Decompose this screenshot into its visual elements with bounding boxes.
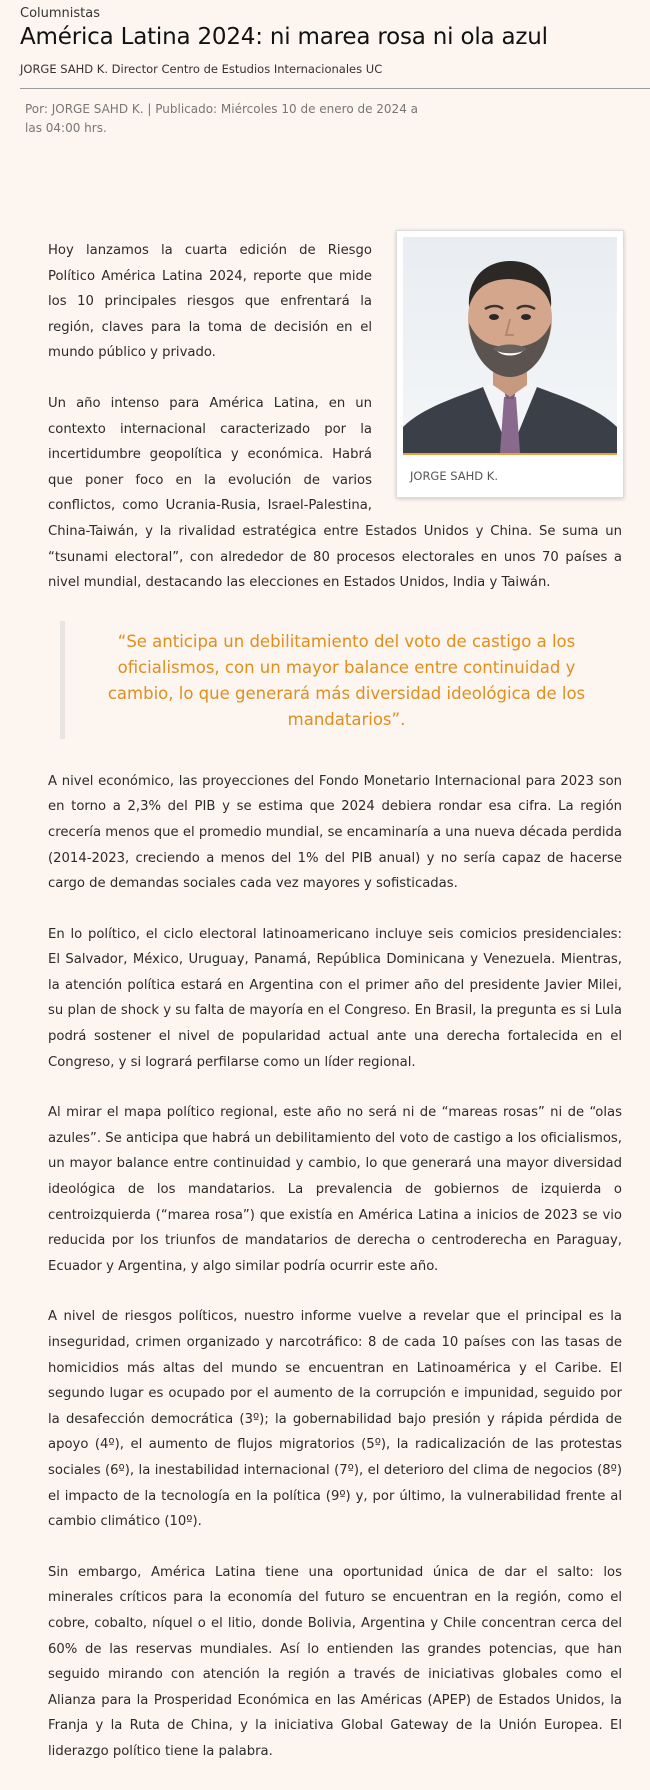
paragraph-1: Hoy lanzamos la cuarta edición de Riesgo Político América Latina 2024, reporte que mide los 10 principales riesgos que enfrentará la región, claves para la toma de decisión en el mundo público y privado. [48, 243, 372, 361]
author-portrait-illustration [403, 237, 617, 453]
author-photo-box [396, 230, 624, 498]
photo-caption: JORGE SAHD K. [410, 469, 499, 483]
paragraph-7: Sin embargo, América Latina tiene una oportunidad única de dar el salto: los minerales críticos para la economía del futuro se encuentran en la región, como el cobre, cobalto, níquel o el litio, donde Bolivia, Argentina y Chile concentran cerca del 60% de las reservas mundiales. Así lo entienden las grandes potencias, que han seguido mirando con atención la región a través de iniciativas globales como el Alianza para la Prosperidad Económica en las Américas (APEP) de Estados Unidos, la Franja y la Ruta de China, y la iniciativa Global Gateway de la Unión Europea. El liderazgo político tiene la palabra. [48, 1564, 622, 1759]
header-divider [20, 88, 650, 89]
author-byline: JORGE SAHD K. Director Centro de Estudios Internacionales UC [20, 62, 383, 76]
paragraph-6: A nivel de riesgos políticos, nuestro informe vuelve a revelar que el principal es la inseguridad, crimen organizado y narcotráfico: 8 de cada 10 países con las tasas de homicidios más altas del mundo se encuentran en Latinoamérica y el Caribe. El segundo lugar es ocupado por el aumento de la corrupción e impunidad, seguido por la desafección democrática (3º); la gobernabilidad bajo presión y rápida pérdida de apoyo (4º), el aumento de flujos migratorios (5º), la radicalización de las protestas sociales (6º), la inestabilidad internacional (7º), el deterioro del clima de negocios (8º) el impacto de la tecnología en la política (9º) y, por último, la vulnerabilidad frente al cambio climático (10º). [48, 1309, 622, 1530]
publication-info: Por: JORGE SAHD K. | Publicado: Miércoles 10 de enero de 2024 a las 04:00 hrs. [25, 102, 418, 135]
article-body [48, 238, 622, 1790]
pull-quote: “Se anticipa un debilitamiento del voto de castigo a los oficialismos, con un mayor balance entre continuidad y cambio, lo que generará más diversidad ideológica de los mandatarios”. [60, 621, 622, 739]
author-photo [403, 237, 617, 455]
paragraph-3: A nivel económico, las proyecciones del Fondo Monetario Internacional para 2023 son en torno a 2,3% del PIB y se estima que 2024 debiera rondar esa cifra. La región crecería menos que el promedio mundial, se encaminaría a una nueva década perdida (2014-2023, creciendo a menos del 1% del PIB anual) y no sería capaz de hacerse cargo de demandas sociales cada vez mayores y sofisticadas. [48, 773, 622, 892]
paragraph-2: Un año intenso para América Latina, en un contexto internacional caracterizado por la incertidumbre geopolítica y económica. Habrá que poner foco en la evolución de varios conflictos, como Ucrania-Rusia, Israel-Palestina, China-Taiwán, y la rivalidad estratégica entre Estados Unidos y China. Se suma un “tsunami electoral”, con alrededor de 80 procesos electorales en unos 70 países a nivel mundial, destacando las elecciones en Estados Unidos, India y Taiwán. [48, 395, 622, 591]
paragraph-4: En lo político, el ciclo electoral latinoamericano incluye seis comicios presidenciales: El Salvador, México, Uruguay, Panamá, República Dominicana y Venezuela. Mientras, la atención política estará en Argentina con el primer año del presidente Javier Milei, su plan de shock y su falta de mayoría en el Congreso. En Brasil, la pregunta es si Lula podrá sostener el nivel de popularidad actual ante una derecha fortalecida en el Congreso, y si logrará perfilarse como un líder regional. [48, 926, 622, 1070]
section-label[interactable]: Columnistas [20, 6, 101, 21]
article-title: América Latina 2024: ni marea rosa ni ola azul [20, 24, 548, 50]
paragraph-5: Al mirar el mapa político regional, este año no será ni de “mareas rosas” ni de “olas azules”. Se anticipa que habrá un debilitamiento del voto de castigo a los oficialismos, un mayor balance entre continuidad y cambio, lo que generará una mayor diversidad ideológica de los mandatarios. La prevalencia de gobiernos de izquierda o centroizquierda (“marea rosa”) que existía en América Latina a inicios de 2023 se vio reducida por los triunfos de mandatarios de derecha o centroderecha en Paraguay, Ecuador y Argentina, y algo similar podría ocurrir este año. [48, 1105, 622, 1274]
